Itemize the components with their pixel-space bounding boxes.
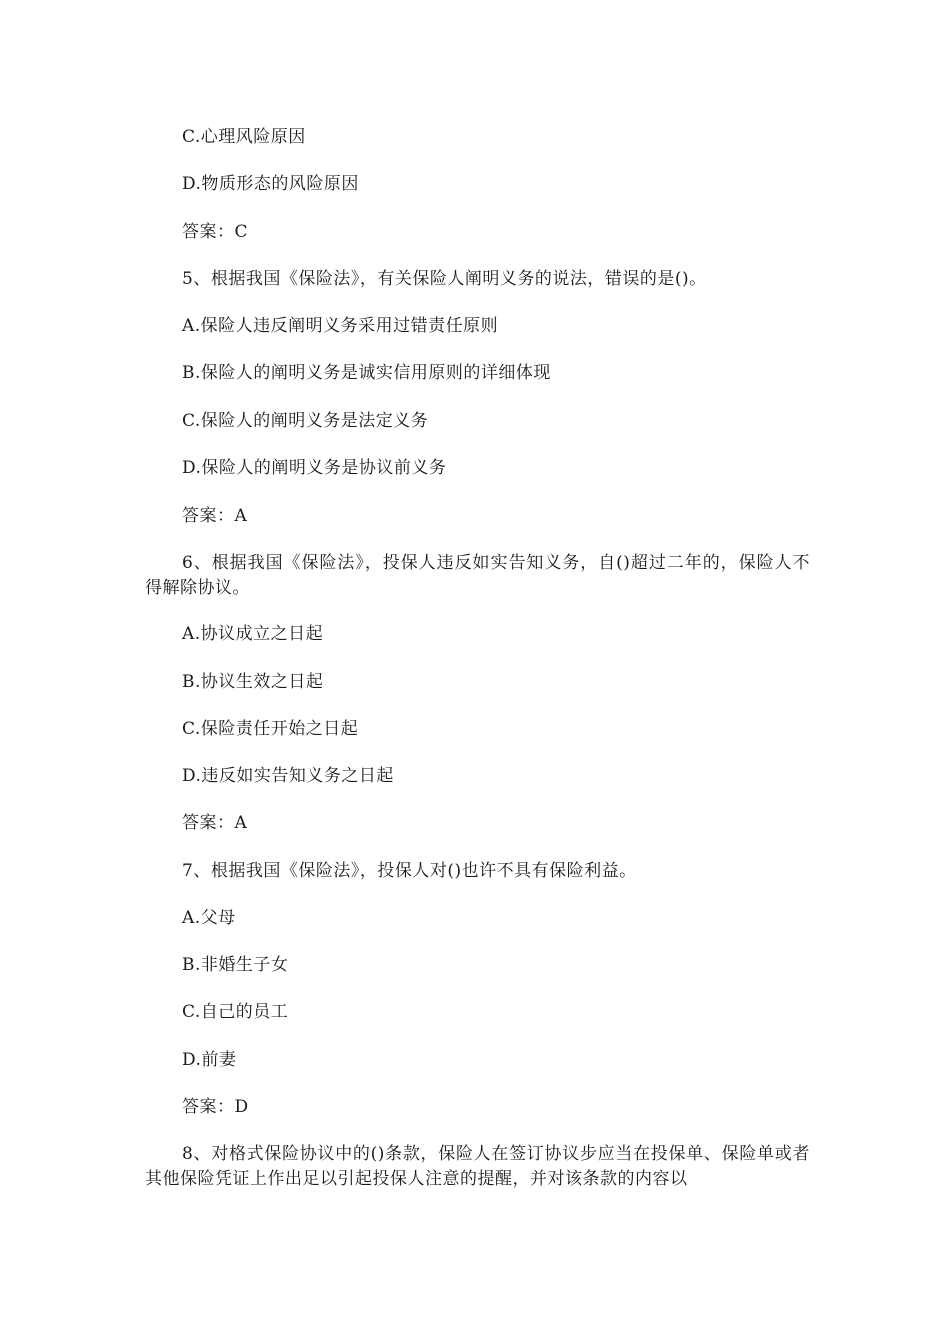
question-7: 7、根据我国《保险法》，投保人对()也许不具有保险利益。 <box>182 861 637 881</box>
option-c-q7: C.自己的员工 <box>182 1002 289 1022</box>
question-5: 5、根据我国《保险法》，有关保险人阐明义务的说法，错误的是()。 <box>182 269 707 289</box>
question-6: 6、根据我国《保险法》，投保人违反如实告知义务，自()超过二年的，保险人不得解除协议。 <box>145 553 810 598</box>
option-d-q5: D.保险人的阐明义务是协议前义务 <box>182 458 447 478</box>
option-b-q6: B.协议生效之日起 <box>182 672 324 692</box>
answer-q4: 答案：C <box>182 222 249 242</box>
option-a-q5: A.保险人违反阐明义务采用过错责任原则 <box>182 316 499 336</box>
option-d-q4: D.物质形态的风险原因 <box>182 174 359 194</box>
answer-q6: 答案：A <box>182 813 248 833</box>
option-d-q7: D.前妻 <box>182 1050 237 1070</box>
option-c-q6: C.保险责任开始之日起 <box>182 719 359 739</box>
option-d-q6: D.违反如实告知义务之日起 <box>182 766 394 786</box>
answer-q5: 答案：A <box>182 506 248 526</box>
option-c-q5: C.保险人的阐明义务是法定义务 <box>182 411 429 431</box>
option-a-q6: A.协议成立之日起 <box>182 624 324 644</box>
option-b-q7: B.非婚生子女 <box>182 955 289 975</box>
option-a-q7: A.父母 <box>182 908 236 928</box>
question-8: 8、对格式保险协议中的()条款，保险人在签订协议步应当在投保单、保险单或者其他保险凭证上作出足以引起投保人注意的提醒，并对该条款的内容以 <box>145 1144 810 1189</box>
option-c-q4: C.心理风险原因 <box>182 127 306 147</box>
option-b-q5: B.保险人的阐明义务是诚实信用原则的详细体现 <box>182 363 551 383</box>
answer-q7: 答案：D <box>182 1097 249 1117</box>
